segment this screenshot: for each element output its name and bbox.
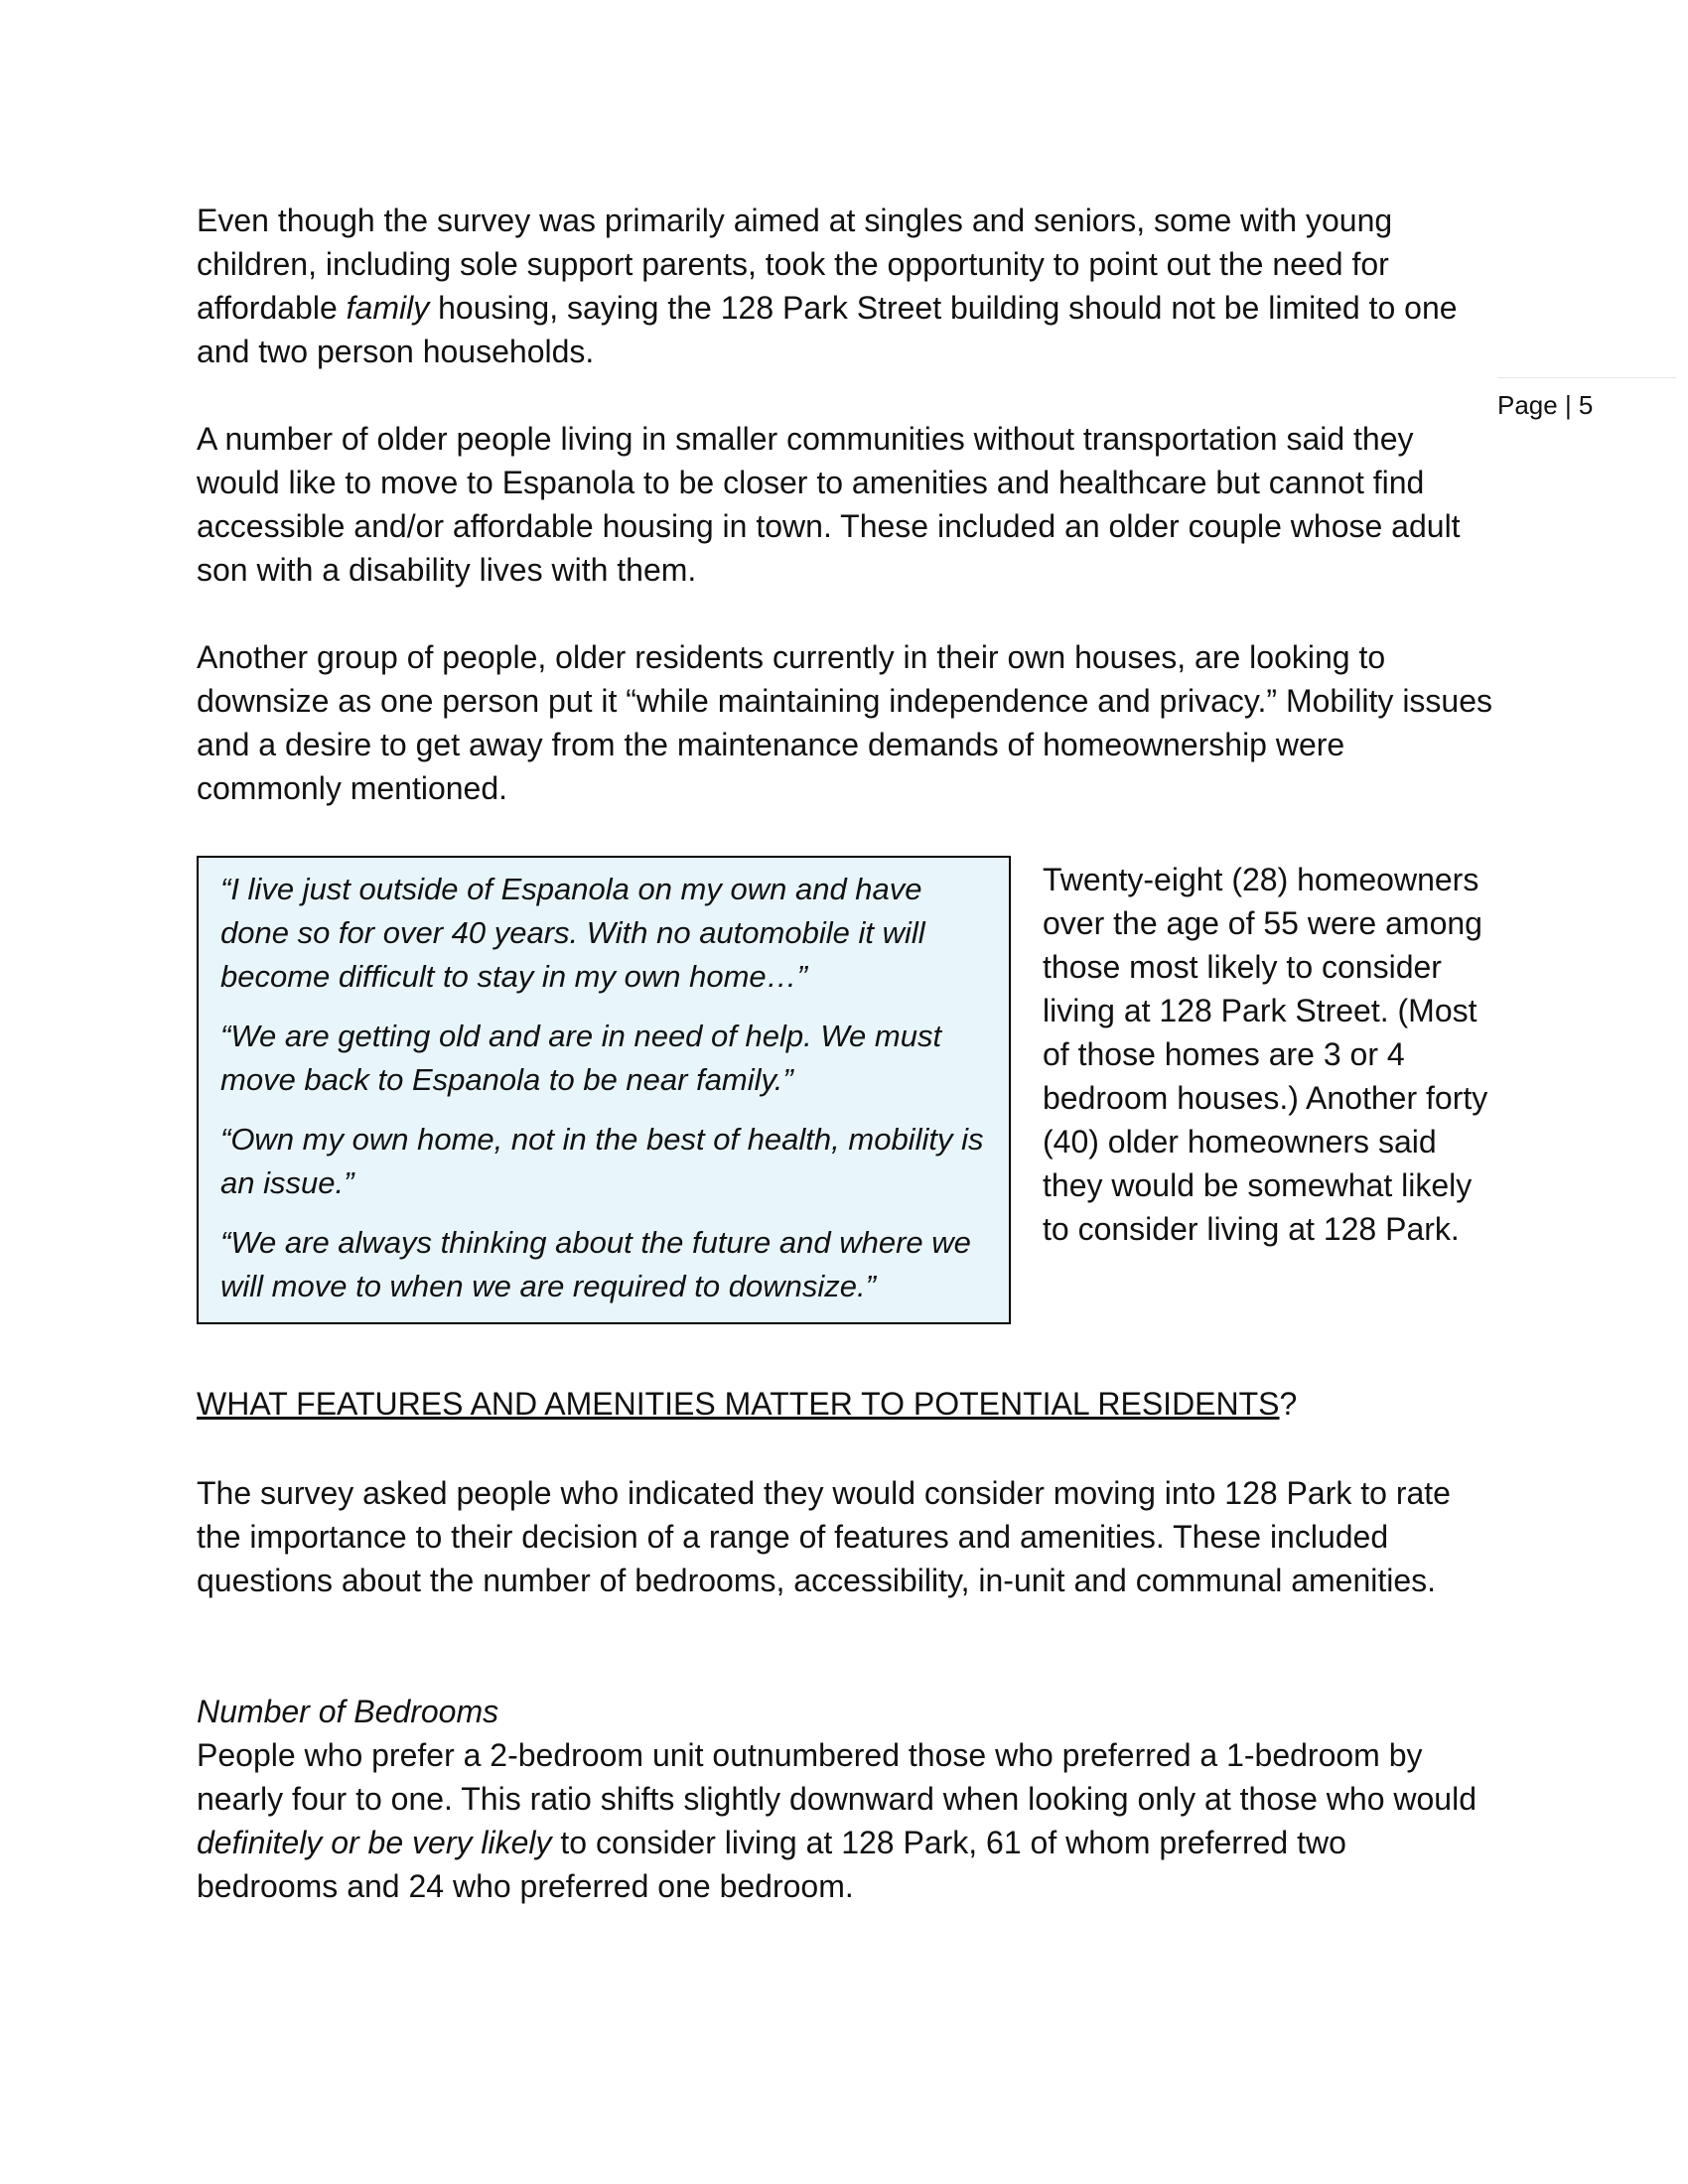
paragraph-survey-features: The survey asked people who indicated they would consider moving into 128 Park to rate the importance to their decision of a range of features and amenities. These included questions about the number of bedrooms, accessibility, in-unit and communal amenities. [197,1475,1451,1598]
paragraph-family-housing [197,199,1492,373]
quote-item: “We are always thinking about the future and where we will move to when we are required to downsize.” [220,1225,971,1303]
section-heading [197,1382,1297,1426]
subheading-bedrooms: Number of Bedrooms [197,1694,499,1729]
paragraph-homeowners-stats: Twenty-eight (28) homeowners over the age of 55 were among those most likely to consider living at 128 Park Street. (Most of those homes are 3 or 4 bedroom houses.) Another forty (40) older homeowners said they would be somewhat likely to consider living at 128 Park. [1043,862,1488,1247]
section-heading-suffix: ? [1279,1386,1298,1422]
paragraph-smaller-communities: A number of older people living in smaller communities without transportation said they would like to move to Espanola to be closer to amenities and healthcare but cannot find accessible and/or affordable housing in town. These included an older couple whose adult son with a disability lives with them. [197,421,1461,588]
quote-item: “I live just outside of Espanola on my own and have done so for over 40 years. With no automobile it will become difficult to stay in my own home…” [220,872,925,994]
quote-item: “We are getting old and are in need of help. We must move back to Espanola to be near family.” [220,1019,942,1097]
section-heading-text: WHAT FEATURES AND AMENITIES MATTER TO POTENTIAL RESIDENTS [197,1386,1280,1422]
quotes-callout-box [197,856,1011,1324]
paragraph-text: Even though the survey was primarily aimed at singles and seniors, some with young children, including sole support parents, took the opportunity to point out the need for affordable [197,203,1393,326]
emphasis-text: definitely or be very likely [197,1825,552,1860]
emphasis-text: family [346,290,430,326]
paragraph-bedroom-preference [197,1733,1492,1908]
page-number: Page | 5 [1497,377,1676,421]
paragraph-text: housing, saying the 128 Park Street building should not be limited to one and two person households. [197,290,1458,369]
paragraph-text: to consider living at 128 Park, 61 of whom preferred two bedrooms and 24 who preferred one bedroom. [197,1825,1346,1904]
quote-item: “Own my own home, not in the best of health, mobility is an issue.” [220,1122,984,1200]
paragraph-text: People who prefer a 2-bedroom unit outnumbered those who preferred a 1-bedroom by nearly four to one. This ratio shifts slightly downward when looking only at those who would [197,1737,1477,1817]
paragraph-downsize: Another group of people, older residents currently in their own houses, are looking to downsize as one person put it “while maintaining independence and privacy.” Mobility issues and a desire to get away from the maintenance demands of homeownership were commonly mentioned. [197,639,1493,806]
